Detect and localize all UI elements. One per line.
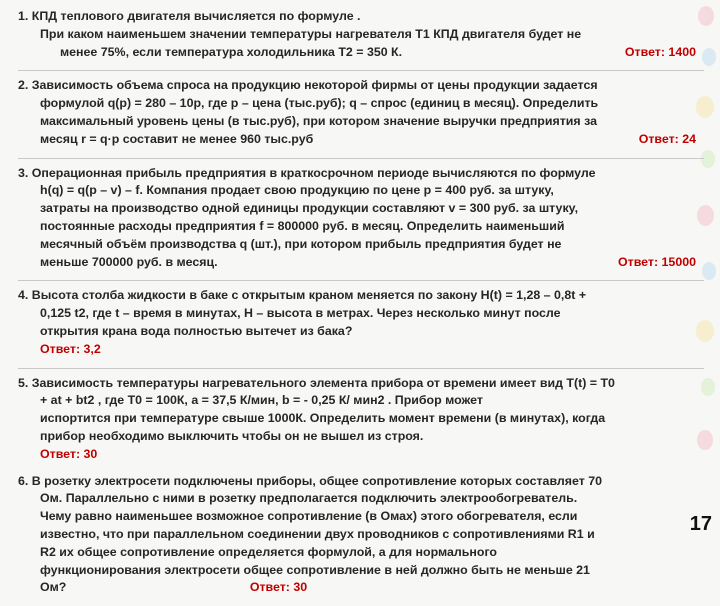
problem-line: 5. Зависимость температуры нагревательного элемента прибора от времени имеет вид T(t) = T0 xyxy=(18,375,615,390)
problem-6 xyxy=(18,473,704,598)
answer-label: Ответ: 15000 xyxy=(618,254,696,269)
answer-label: Ответ: 1400 xyxy=(624,44,696,59)
problem-line: 3. Операционная прибыль предприятия в краткосрочном периоде вычисляются по формуле xyxy=(18,165,596,180)
problem-line: + at + bt2 , где T0 = 100К, a = 37,5 К/мин, b = - 0,25 К/ мин2 . Прибор может xyxy=(40,393,483,408)
answer-label: Ответ: 3,2 xyxy=(40,341,101,356)
problem-4 xyxy=(18,287,704,358)
problem-line: 1. КПД теплового двигателя вычисляется по формуле . xyxy=(18,9,361,23)
divider xyxy=(18,158,704,159)
problem-line: При каком наименьшем значении температуры нагревателя Т1 КПД двигателя будет не xyxy=(40,26,582,41)
problem-line: менее 75%, если температура холодильника Т2 = 350 К. xyxy=(60,44,403,59)
problem-line: максимальный уровень цены (в тыс.руб), при котором значение выручки предприятия за xyxy=(40,113,597,128)
problem-line: постоянные расходы предприятия f = 800000 руб. в месяц. Определить наименьший xyxy=(40,218,565,233)
answer-label: Ответ: 24 xyxy=(638,131,696,146)
problem-line: испортится при температуре свыше 1000К. Определить момент времени (в минутах), когда xyxy=(40,411,606,426)
problem-line: функционирования электросети общее сопротивление в ней должно быть не меньше 21 xyxy=(40,562,590,577)
problem-5 xyxy=(18,375,704,464)
problem-line: формулой q(p) = 280 – 10p, где р – цена (тыс.руб); q – спрос (единиц в месяц). Определить xyxy=(40,96,599,111)
divider xyxy=(18,70,704,71)
answer-label: Ответ: 30 xyxy=(40,446,98,461)
problem-1 xyxy=(18,8,704,61)
problem-line: Чему равно наименьшее возможное сопротивление (в Омах) этого обогревателя, если xyxy=(40,509,578,524)
problem-line: 0,125 t2, где t – время в минутах, Н – высота в метрах. Через несколько минут после xyxy=(40,306,561,321)
problem-2 xyxy=(18,77,704,148)
problem-line: 2. Зависимость объема спроса на продукцию некоторой фирмы от цены продукции задается xyxy=(18,78,598,93)
page-number: 17 xyxy=(689,513,712,536)
problem-3 xyxy=(18,165,704,272)
problem-line: Ом? xyxy=(40,580,67,595)
problem-line: открытия крана вода полностью вытечет из бака? xyxy=(40,323,353,338)
problem-line: меньше 700000 руб. в месяц. xyxy=(40,254,218,269)
divider xyxy=(18,280,704,281)
problem-line: затраты на производство одной единицы продукции составляют v = 300 руб. за штуку, xyxy=(40,201,579,216)
problem-line: R2 их общее сопротивление определяется формулой, а для нормального xyxy=(40,544,498,559)
problem-line: h(q) = q(p – v) – f. Компания продает свою продукцию по цене р = 400 руб. за штуку, xyxy=(40,183,554,198)
problem-line: прибор необходимо выключить чтобы он не вышел из строя. xyxy=(40,428,424,443)
problem-line: 4. Высота столба жидкости в баке с открытым краном меняется по закону Н(t) = 1,28 – 0,8t + xyxy=(18,288,587,303)
answer-label: Ответ: 30 xyxy=(249,580,308,595)
problem-line: 6. В розетку электросети подключены приборы, общее сопротивление которых составляет 70 xyxy=(18,473,603,488)
problem-line: месяц r = q·p составит не менее 960 тыс.руб xyxy=(40,131,314,146)
problem-line: месячный объём производства q (шт.), при котором прибыль предприятия будет не xyxy=(40,236,562,251)
problem-list xyxy=(18,8,704,606)
divider xyxy=(18,368,704,369)
problem-line: известно, что при параллельном соединении двух проводников с сопротивлениями R1 и xyxy=(40,526,595,541)
problem-line: Ом. Параллельно с ними в розетку предполагается подключить электрообогреватель. xyxy=(40,491,578,506)
